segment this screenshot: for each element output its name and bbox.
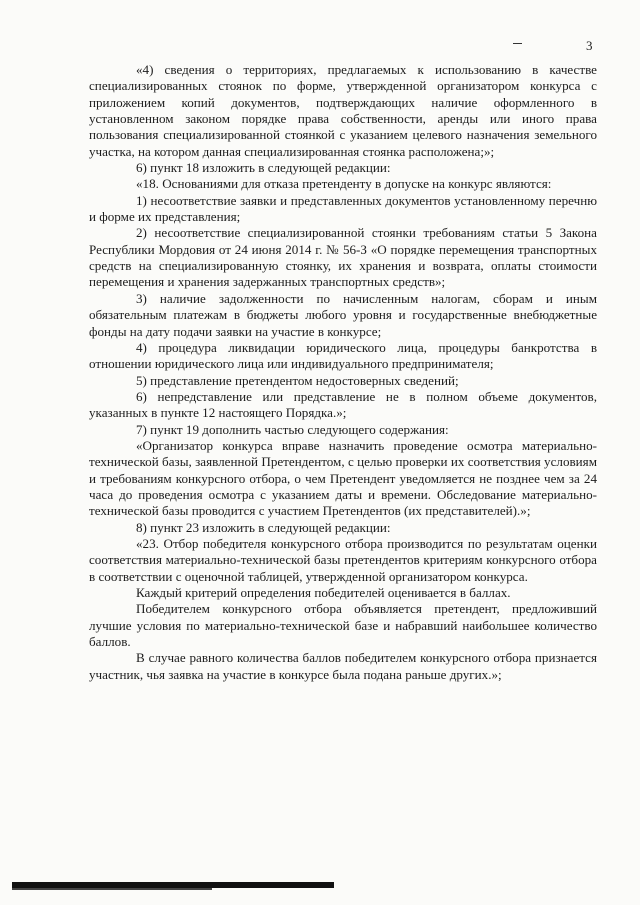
document-body [89, 62, 597, 683]
paragraph-tie: В случае равного количества баллов победителем конкурсного отбора признается участник, чья заявка на участие в конкурсе была подана раньше других.»; [89, 650, 597, 682]
paragraph-point-8: 8) пункт 23 изложить в следующей редакции: [136, 519, 391, 535]
paragraph-reason-5: 5) представление претендентом недостоверных сведений; [136, 372, 459, 388]
scan-edge-bar-thin [12, 888, 212, 890]
paragraph-inspection: «Организатор конкурса вправе назначить проведение осмотра материально-технической базы, заявленной Претендентом, с целью проверки их соответствия условиям и требованиям конкурсного отбора, о чем Претендент уведомляется не позднее чем за 24 часа до проведения осмотра с указанием даты и времени. Обследование материально-технической базы проводится с участием Претендентов (их представителей).»; [89, 437, 597, 519]
paragraph-reason-4: 4) процедура ликвидации юридического лица, процедуры банкротства в отношении юридического лица или индивидуального предпринимателя; [89, 339, 597, 372]
paragraph-reason-6: 6) непредставление или представление не в полном объеме документов, указанных в пункте 12 настоящего Порядка.»; [89, 388, 597, 421]
paragraph-clause-23: «23. Отбор победителя конкурсного отбора производится по результатам оценки соответствия материально-технической базы претендентов критериям конкурсного отбора в соответствии с оценочной таблицей, утвержденной организатором конкурса. [89, 535, 597, 584]
paragraph-criteria: Каждый критерий определения победителей оценивается в баллах. [136, 585, 511, 600]
paragraph-winner: Победителем конкурсного отбора объявляется претендент, предложивший лучшие условия по материально-технической базе и набравший наибольшее количество баллов. [89, 601, 597, 650]
paragraph-reason-3: 3) наличие задолженности по начисленным налогам, сборам и иным обязательным платежам в бюджеты любого уровня и государственные внебюджетные фонды на дату подачи заявки на участие в конкурсе; [89, 290, 597, 339]
paragraph-reason-1: 1) несоответствие заявки и представленных документов установленному перечню и форме их представления; [89, 192, 597, 225]
scan-dash-mark [513, 43, 522, 44]
paragraph-reason-2: 2) несоответствие специализированной стоянки требованиям статьи 5 Закона Республики Мордовия от 24 июня 2014 г. № 56-З «О порядке перемещения транспортных средств на специализированную стоянку, их хранения и возврата, оплаты стоимости перемещения и хранения задержанных транспортных средств»; [89, 225, 597, 290]
paragraph-item-4-territories: «4) сведения о территориях, предлагаемых к использованию в качестве специализированных стоянок по форме, утвержденной организатором конкурса с приложением копий документов, подтверждающих наличие оформленного в установленном законом порядке права собственности, аренды или иного права пользования специализированной стоянкой с указанием целевого назначения земельного участка, на котором данная специализированная стоянка расположена;»; [89, 62, 597, 159]
paragraph-clause-18: «18. Основаниями для отказа претенденту в допуске на конкурс являются: [136, 176, 552, 192]
page-number: 3 [586, 38, 593, 53]
paragraph-point-7: 7) пункт 19 дополнить частью следующего содержания: [136, 421, 449, 437]
paragraph-point-6: 6) пункт 18 изложить в следующей редакции: [136, 160, 391, 176]
